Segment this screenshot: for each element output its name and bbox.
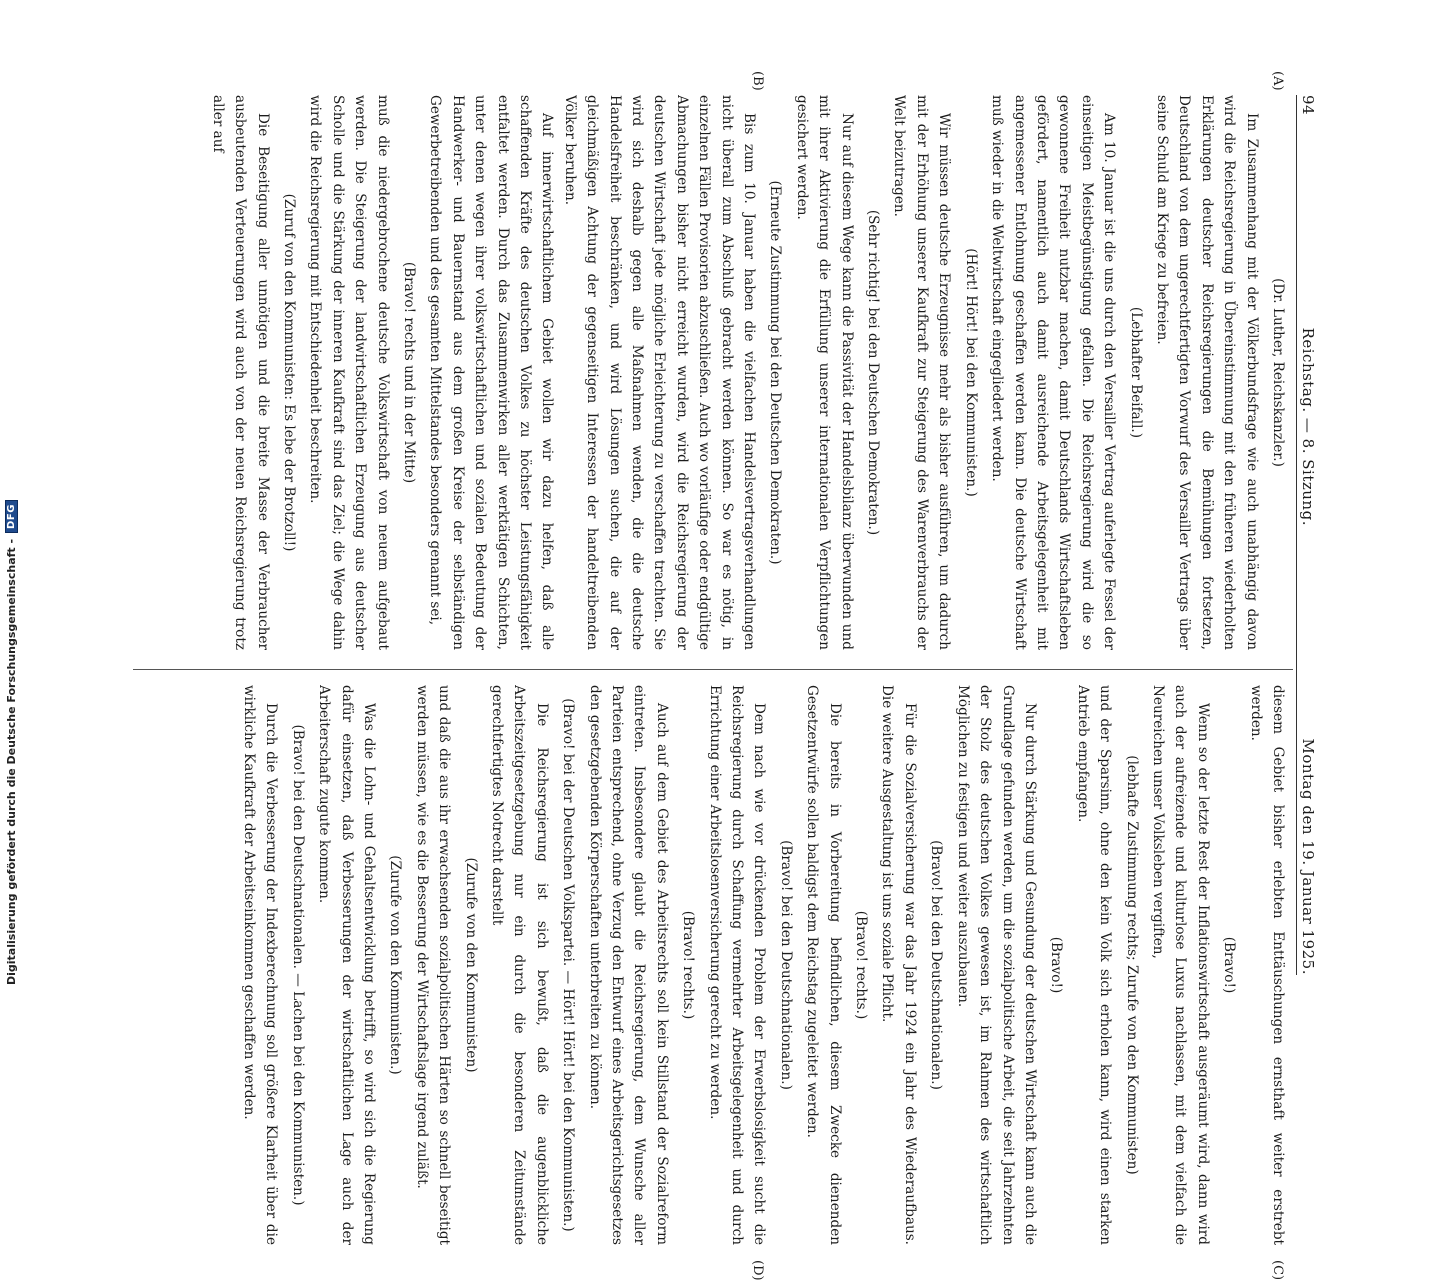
margin-mark-a: (A) (1270, 71, 1285, 91)
margin-mark-b: (B) (750, 71, 765, 91)
paragraph: Im Zusammenhang mit der Völkerbundsfrage wie auch unabhängig davon wird die Reichsregierung in Übereinstimmung mit den früheren wiederholten Erklärungen deutscher Reichsregierungen die Bemühungen fortsetzen, Deutschland von dem ungerechtfertigten Vorwurf des Versailler Vertrags über seine Schuld am Kriege zu befreien. (1153, 95, 1260, 650)
reaction: (Bravo! bei der Deutschen Volkspartei. — Hört! Hört! bei den Kommunisten.) (560, 698, 577, 1232)
digitization-text: Digitalisierung gefördert durch die Deutsche Forschungsgemeinschaft - (4, 538, 18, 985)
paragraph: Durch die Verbesserung der Indexberechnung soll größere Klarheit über die wirkliche Kaufkraft der Arbeitseinkommen geschaffen werden. (240, 685, 280, 1245)
margin-mark-d: (D) (750, 1260, 765, 1281)
paragraph: Wenn so der letzte Rest der Inflationswirtschaft ausgeräumt wird, dann wird auch der aufreizende und kulturlose Luxus nachlassen, mit dem vielfach die Neureichen unser Volksleben vergiften, (1149, 685, 1211, 1245)
paragraph: und daß die aus ihr erwachsenden sozialpolitischen Härten so schnell beseitigt werden müssen, wie es die Besserung der Wirtschaftslage irgend zuläßt. (413, 685, 453, 1245)
reaction: (Bravo! bei den Deutschnationalen.) (928, 840, 945, 1090)
paragraph: diesem Gebiet bisher erlebten Enttäuschungen ernsthaft weiter erstrebt werden. (1247, 685, 1286, 1245)
paragraph: Am 10. Januar ist die uns durch den Versailler Vertrag auferlegte Fessel der einseitigen Meistbegünstigung gefallen. Die Reichsregierung wird die so gewonnene Freiheit nutzbar machen, damit Deutschlands Wirtschaftsleben gefördert, namentlich auch damit ausreichende Arbeitsgelegenheit mit angemessener Entlohnung geschaffen werden kann. Die deutsche Wirtschaft muß wieder in die Weltwirtschaft eingegliedert werden. (989, 95, 1118, 650)
reaction: (Bravo! bei den Deutschnationalen. — Lachen bei den Kommunisten.) (289, 724, 306, 1206)
reaction: (Bravo! rechts.) (853, 910, 870, 1020)
page-date: Montag den 19. Januar 1925. (1299, 738, 1317, 975)
page-number: 94 (1299, 95, 1317, 116)
paragraph: Die Reichsregierung ist sich bewußt, daß die augenblickliche Arbeitszeitgesetzgebung nur ein durch die besonderen Zeitumstände gerechtfertigtes Notrecht darstellt (489, 685, 550, 1245)
paragraph: Auf innerwirtschaftlichem Gebiet wollen wir dazu helfen, daß alle schaffenden Kräfte des deutschen Volkes zu höchster Leistungsfähigkeit entfaltet werden. Durch das Zusammenwirken aller werktätigen Schichten, unter denen wegen ihrer volkswirtschaftlichen und sozialen Bedeutung der Handwerker- und Bauernstand aus dem großen Kreise der selbständigen Gewerbetreibenden und des gesamten Mittelstandes besonders genannt sei, (427, 95, 556, 650)
reaction: (Sehr richtig! bei den Deutschen Demokraten.) (865, 209, 882, 536)
paragraph: und der Sparsinn, ohne den kein Volk sich erholen kann, wird einen starken Antrieb empfangen. (1074, 685, 1114, 1245)
right-column (105, 685, 1289, 1245)
paragraph: Die Beseitigung aller unnötigen und die breite Masse der Verbraucher ausbeutenden Verteuerungen wird auch von der neuen Reichsregierung trotz aller auf (209, 95, 271, 650)
dfg-logo-icon: DFG (5, 500, 18, 533)
reaction: (Erneute Zustimmung bei den Deutschen Demokraten.) (767, 180, 784, 565)
paragraph: Für die Sozialversicherung war das Jahr 1924 ein Jahr des Wiederaufbaus. Die weitere Ausgestaltung ist uns soziale Pflicht. (879, 685, 918, 1245)
page-title: Reichstag. — 8. Sitzung. (1299, 327, 1317, 526)
reaction: (Bravo! rechts.) (680, 910, 697, 1020)
reaction: (Zurufe von den Kommunisten.) (387, 855, 404, 1075)
speaker-name: (Dr. Luther, Reichskanzler.) (1270, 278, 1286, 467)
page-header (1296, 95, 1325, 975)
reaction: (Zurufe von den Kommunisten) (462, 857, 479, 1073)
paragraph: Die bereits in Vorbereitung befindlichen, diesem Zwecke dienenden Gesetzentwürfe sollen baldigst dem Reichstag zugeleitet werden. (804, 685, 843, 1245)
reaction: (Bravo!) (1048, 936, 1065, 994)
digitization-note (2, 504, 20, 985)
reaction: (Lebhafter Beifall.) (1127, 306, 1144, 439)
reaction: (Bravo! bei den Deutschnationalen.) (777, 840, 794, 1090)
paragraph: Was die Lohn- und Gehaltsentwicklung betrifft, so wird sich die Regierung dafür einsetzen, daß Verbesserungen der wirtschaftlichen Lage auch der Arbeiterschaft zugute kommen. (316, 685, 377, 1245)
reaction: (lebhafte Zustimmung rechts; Zurufe von den Kommunisten) (1123, 755, 1140, 1175)
reaction: (Bravo! rechts und in der Mitte) (400, 261, 417, 484)
reaction: (Hört! Hört! bei den Kommunisten.) (962, 248, 979, 497)
paragraph: Nur auf diesem Wege kann die Passivität der Handelsbilanz überwunden und mit ihrer Aktivierung die Erfüllung unserer internationalen Verpflichtungen gesichert werden. (793, 95, 855, 650)
reaction: (Bravo!) (1221, 936, 1238, 994)
column-divider (133, 669, 1293, 670)
reaction: (Zuruf von den Kommunisten: Es lebe der Brotzoll!) (280, 193, 297, 552)
paragraph: Nur durch Stärkung und Gesundung der deutschen Wirtschaft kann auch die Grundlage gefunden werden, um die sozialpolitische Arbeit, die seit Jahrzehnten der Stolz des deutschen Volkes gewesen ist, im Rahmen des wirtschaftlich Möglichen zu festigen und weiter auszubauen. (954, 685, 1038, 1245)
paragraph: muß die niedergebrochene deutsche Volkswirtschaft von neuem aufgebaut werden. Die Steigerung der landwirtschaftlichen Erzeugung aus deutscher Scholle und die Stärkung der inneren Kaufkraft sind das Ziel; die Wege dahin wird die Reichsregierung mit Entschiedenheit beschreiten. (307, 95, 391, 650)
paragraph: Dem nach wie vor drückenden Problem der Erwerbslosigkeit sucht die Reichsregierung durch Schaffung vermehrter Arbeitsgelegenheit und durch Errichtung einer Arbeitslosenversicherung gerecht zu werden. (706, 685, 768, 1245)
left-column (105, 95, 1289, 650)
paragraph: Auch auf dem Gebiet des Arbeitsrechts soll kein Stillstand der Sozialreform eintreten. Insbesondere glaubt die Reichsregierung, dem Wunsche aller Parteien entsprechend, ohne Verzug den Entwurf eines Arbeitsgerichtsgesetzes den gesetzgebenden Körperschaften unterbreiten zu können. (586, 685, 670, 1245)
rotated-document-page (105, 71, 1325, 1281)
paragraph: Bis zum 10. Januar haben die vielfachen Handelsvertragsverhandlungen nicht überall zum Abschluß gebracht werden können. So war es nötig, in einzelnen Fällen Provisorien abzuschließen. Auch wo vorläufige oder endgültige Abmachungen bisher nicht erreicht wurden, wird die Reichsregierung der deutschen Wirtschaft jede mögliche Erleichterung zu verschaffen trachten. Sie wird sich deshalb gegen alle Maßnahmen wenden, die die deutsche Handelsfreiheit beschränken, und wird Lösungen suchen, die auf der gleichmäßigen Achtung der gegenseitigen Interessen der handeltreibenden Völker beruhen. (561, 95, 758, 650)
paragraph: Wir müssen deutsche Erzeugnisse mehr als bisher ausführen, um dadurch mit der Erhöhung unserer Kaufkraft zur Steigerung des Warenverbrauchs der Welt beizutragen. (891, 95, 953, 650)
margin-mark-c: (C) (1270, 1260, 1285, 1281)
